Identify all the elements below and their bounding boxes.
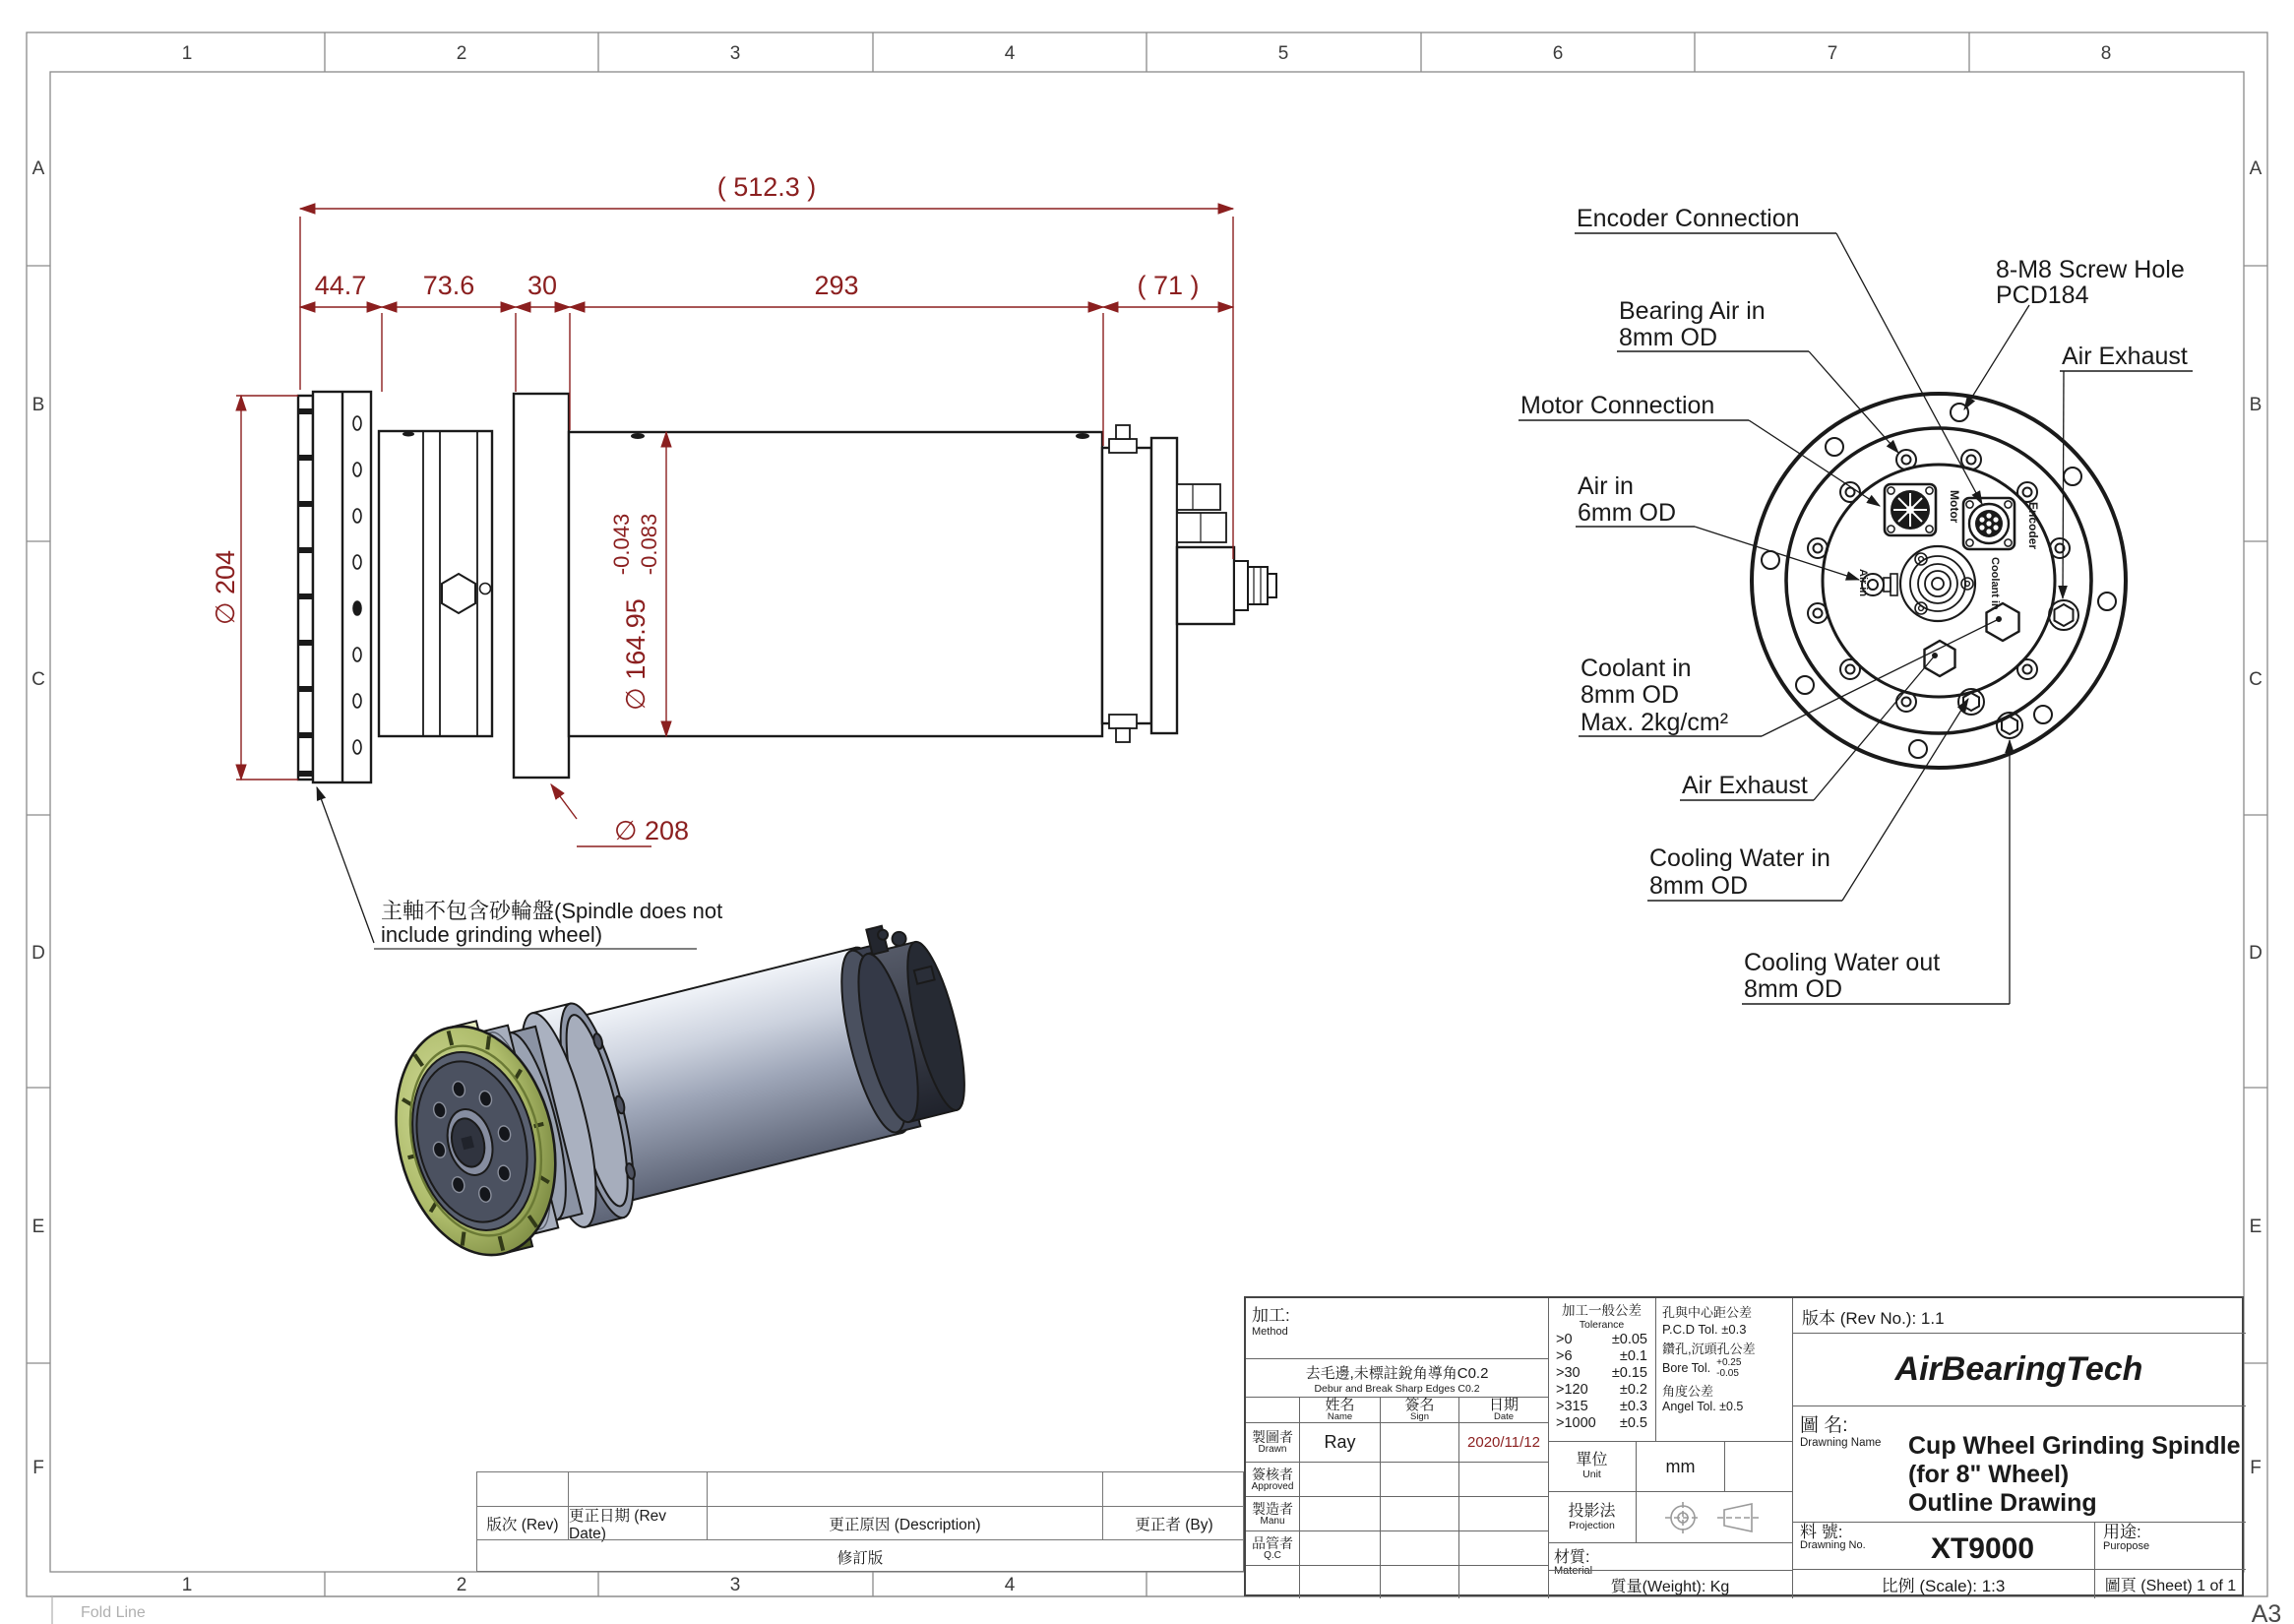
drawing-no-value: XT9000	[1930, 1531, 2035, 1565]
revision-header-by: 更正者 (By)	[1102, 1507, 1245, 1539]
zone-row: C	[31, 669, 45, 690]
revision-footer: 修訂版	[837, 1549, 884, 1567]
revision-footer-row	[477, 1539, 1243, 1573]
general-tolerance-cell	[1548, 1298, 1655, 1441]
label-encoder-connection: Encoder Connection	[1577, 205, 1800, 232]
approved-en: Approved	[1251, 1480, 1294, 1492]
zone-row: E	[31, 1217, 45, 1237]
unit-empty-cell	[1724, 1441, 1792, 1491]
end-view-labels	[1520, 205, 2188, 1003]
company-name: AirBearingTech	[1894, 1350, 2143, 1388]
unit-value: mm	[1665, 1456, 1696, 1476]
washer-bolt	[1840, 482, 1860, 502]
bore-upper: +0.25	[1716, 1357, 1742, 1368]
drawn-sign-cell	[1380, 1422, 1458, 1462]
sheet-value: 圖頁 (Sheet) 1 of 1	[2104, 1578, 2237, 1594]
debur-note-zh: 去毛邊,未標註銳角導角C0.2	[1305, 1364, 1489, 1382]
zone-col: 2	[456, 43, 467, 64]
dim-73-6: 73.6	[422, 271, 475, 300]
air-exhaust-port-right	[2049, 600, 2078, 630]
tol-val-1: ±0.05	[1611, 1332, 1647, 1347]
label-coolant-2: 8mm OD	[1581, 681, 1679, 709]
zone-row: D	[2249, 943, 2263, 964]
air-exhaust-port-bottom	[1925, 641, 1955, 676]
label-bearing-air-1: Bearing Air in	[1619, 297, 1766, 325]
company-cell	[1792, 1333, 2246, 1405]
weight-cell	[1548, 1570, 1792, 1598]
zone-row: C	[2249, 669, 2263, 690]
col-date-en: Date	[1493, 1410, 1515, 1422]
drawn-role-cell	[1246, 1422, 1299, 1462]
label-cooling-water-out-1: Cooling Water out	[1744, 949, 1941, 976]
signature-empty-row	[1246, 1565, 1548, 1598]
revision-header-desc: 更正原因 (Description)	[707, 1507, 1102, 1539]
drawing-name-zh: 圖 名:	[1800, 1415, 1848, 1436]
label-coolant-1: Coolant in	[1581, 655, 1692, 682]
label-air-in-1: Air in	[1578, 472, 1634, 500]
label-cooling-water-in-1: Cooling Water in	[1649, 844, 1830, 872]
manu-name-cell	[1299, 1496, 1380, 1530]
zone-row: F	[2250, 1458, 2262, 1478]
col-header-name	[1299, 1397, 1380, 1422]
approved-sign-cell	[1380, 1462, 1458, 1496]
zone-col: 6	[1552, 43, 1564, 64]
drawing-no-zh: 料 號:	[1800, 1523, 1843, 1541]
zone-col-bottom: 4	[1004, 1575, 1016, 1595]
pcd-value: P.C.D Tol. ±0.3	[1662, 1322, 1747, 1337]
zone-row: B	[2249, 395, 2263, 415]
tol-val-4: ±0.2	[1619, 1382, 1647, 1398]
note-line-2: include grinding wheel)	[381, 922, 603, 947]
projection-zh: 投影法	[1568, 1502, 1616, 1520]
drawn-zh: 製圖者	[1252, 1429, 1293, 1445]
label-cooling-water-in-2: 8mm OD	[1649, 872, 1748, 900]
projection-label-cell	[1548, 1491, 1636, 1542]
angle-value: Angel Tol. ±0.5	[1662, 1400, 1744, 1413]
cooling-water-in-port	[1958, 689, 1984, 715]
dim-overall: ( 512.3 )	[716, 172, 817, 202]
tol-title-en: Tolerance	[1579, 1319, 1625, 1331]
col-date-zh: 日期	[1488, 1396, 1519, 1413]
unit-label-cell	[1548, 1441, 1636, 1491]
tol-range-4: >120	[1556, 1382, 1588, 1398]
purpose-en: Puropose	[2103, 1540, 2150, 1552]
zone-row: A	[31, 158, 45, 179]
port-label-encoder: Encoder	[2026, 502, 2040, 550]
washer-bolt	[1840, 659, 1860, 679]
drawn-name: Ray	[1324, 1432, 1356, 1452]
weight-label: 質量(Weight): Kg	[1610, 1578, 1730, 1595]
tol-range-3: >30	[1556, 1365, 1581, 1381]
label-cooling-water-out-2: 8mm OD	[1744, 975, 1842, 1003]
drawn-date: 2020/11/12	[1467, 1434, 1540, 1451]
drawing-no-cell	[1792, 1522, 2094, 1569]
unit-zh: 單位	[1576, 1452, 1608, 1468]
dim-tol-upper: -0.043	[609, 513, 634, 576]
motor-connector	[1885, 484, 1936, 535]
zone-col-bottom: 1	[181, 1575, 193, 1595]
pcd-title: 孔與中心距公差	[1662, 1305, 1753, 1320]
label-air-in-2: 6mm OD	[1578, 499, 1676, 527]
material-cell	[1548, 1542, 1792, 1577]
bore-title: 鑽孔,沉頭孔公差	[1662, 1342, 1756, 1356]
dim-dia-208: ∅ 208	[614, 816, 690, 845]
end-view	[1519, 205, 2193, 1004]
port-label-air-in: Air in	[1857, 569, 1869, 597]
washer-bolt	[2017, 482, 2037, 502]
fold-line-label: Fold Line	[81, 1604, 146, 1621]
approved-name-cell	[1299, 1462, 1380, 1496]
zone-row: D	[31, 943, 45, 964]
qc-date-cell	[1458, 1530, 1548, 1565]
tol-range-2: >6	[1556, 1348, 1573, 1364]
angle-title: 角度公差	[1662, 1384, 1714, 1399]
col-name-zh: 姓名	[1325, 1396, 1355, 1413]
debur-note-en: Debur and Break Sharp Edges C0.2	[1314, 1382, 1480, 1395]
port-label-motor: Motor	[1948, 490, 1961, 524]
zone-col: 5	[1277, 43, 1289, 64]
note-line-1: 主軸不包含砂輪盤(Spindle does not	[381, 899, 723, 923]
dim-71: ( 71 )	[1137, 271, 1200, 300]
zone-col-bottom: 2	[456, 1575, 467, 1595]
drawn-date-cell	[1458, 1422, 1548, 1462]
label-screw-hole-1: 8-M8 Screw Hole	[1996, 256, 2185, 283]
tol-val-3: ±0.15	[1611, 1365, 1647, 1381]
rev-no: 版本 (Rev No.): 1.1	[1802, 1309, 1945, 1328]
manu-date-cell	[1458, 1496, 1548, 1530]
cooling-water-out-port	[1997, 713, 2022, 738]
zone-col: 7	[1827, 43, 1838, 64]
material-en: Material	[1554, 1565, 1593, 1577]
col-sign-zh: 簽名	[1404, 1396, 1435, 1413]
scale-value: 比例 (Scale): 1:3	[1881, 1577, 2006, 1595]
drawing-no-en: Drawning No.	[1800, 1539, 1866, 1551]
zone-col: 3	[729, 43, 741, 64]
dim-dia-204: ∅ 204	[211, 549, 240, 626]
tol-val-2: ±0.1	[1619, 1348, 1647, 1364]
zone-row: A	[2249, 158, 2263, 179]
approved-date-cell	[1458, 1462, 1548, 1496]
approved-role-cell	[1246, 1462, 1299, 1496]
side-view-note	[317, 787, 722, 949]
unit-value-cell	[1636, 1441, 1724, 1491]
port-label-coolant: Coolant in	[1989, 557, 2001, 610]
dim-tol-lower: -0.083	[637, 513, 661, 576]
approved-zh: 簽核者	[1252, 1466, 1293, 1482]
zone-col-bottom: 3	[729, 1575, 741, 1595]
dim-293: 293	[814, 271, 859, 300]
label-screw-hole-2: PCD184	[1996, 281, 2089, 309]
washer-bolt	[2017, 659, 2037, 679]
debur-note-cell	[1246, 1358, 1548, 1397]
manu-zh: 製造者	[1252, 1500, 1293, 1517]
paper-size-label: A3	[2251, 1600, 2282, 1624]
projection-symbol-cell	[1636, 1491, 1792, 1542]
label-coolant-3: Max. 2kg/cm²	[1581, 709, 1729, 736]
washer-bolt	[1961, 450, 1981, 469]
iso-view	[373, 908, 983, 1272]
dim-dia-164-95: ∅ 164.95	[621, 598, 651, 711]
bore-label: Bore Tol.	[1662, 1361, 1711, 1375]
end-view-leaders	[1695, 233, 2064, 1004]
method-cell	[1246, 1298, 1548, 1358]
label-air-exhaust-top: Air Exhaust	[2062, 343, 2188, 370]
unit-en: Unit	[1582, 1468, 1601, 1480]
dim-30: 30	[527, 271, 558, 300]
drawing-name-line-2: (for 8" Wheel)	[1908, 1461, 2070, 1488]
scale-cell	[1792, 1569, 2094, 1598]
purpose-zh: 用途:	[2103, 1523, 2141, 1541]
drawing-name-line-3: Outline Drawing	[1908, 1489, 2097, 1517]
zone-row: B	[31, 395, 45, 415]
method-label-zh: 加工:	[1252, 1306, 1290, 1325]
title-block	[1244, 1296, 2244, 1596]
tol-range-5: >315	[1556, 1399, 1588, 1414]
hole-tolerance-cell	[1655, 1298, 1792, 1441]
qc-name-cell	[1299, 1530, 1380, 1565]
projection-en: Projection	[1569, 1519, 1615, 1531]
qc-en: Q.C	[1264, 1549, 1281, 1561]
manu-role-cell	[1246, 1496, 1299, 1530]
drawing-name-cell	[1792, 1405, 2246, 1522]
drawn-name-cell	[1299, 1422, 1380, 1462]
zone-row: E	[2249, 1217, 2263, 1237]
zone-col: 1	[181, 43, 193, 64]
label-air-exhaust-bottom: Air Exhaust	[1682, 772, 1808, 799]
qc-role-cell	[1246, 1530, 1299, 1565]
purpose-cell	[2094, 1522, 2246, 1569]
encoder-connector	[1963, 498, 2015, 549]
method-label-en: Method	[1252, 1326, 1288, 1338]
revision-header-date: 更正日期 (Rev Date)	[568, 1507, 707, 1539]
drawn-en: Drawn	[1258, 1444, 1287, 1455]
manu-sign-cell	[1380, 1496, 1458, 1530]
projection-symbol-icon	[1655, 1498, 1773, 1537]
washer-bolt	[1808, 538, 1828, 558]
manu-en: Manu	[1260, 1515, 1285, 1527]
qc-sign-cell	[1380, 1530, 1458, 1565]
zone-col: 8	[2100, 43, 2112, 64]
col-name-en: Name	[1327, 1410, 1353, 1422]
col-header-date	[1458, 1397, 1548, 1422]
tol-val-6: ±0.5	[1619, 1415, 1647, 1431]
zone-row: F	[32, 1458, 44, 1478]
spindle-nose	[1900, 546, 1975, 621]
drawing-name-en: Drawning Name	[1800, 1437, 1882, 1449]
sheet-cell	[2094, 1569, 2246, 1598]
rev-no-cell	[1792, 1298, 2246, 1333]
label-motor-connection: Motor Connection	[1520, 392, 1715, 419]
zone-col: 4	[1004, 43, 1016, 64]
qc-zh: 品管者	[1252, 1534, 1293, 1551]
revision-table	[476, 1471, 1244, 1572]
tol-range-6: >1000	[1556, 1415, 1596, 1431]
washer-bolt	[2050, 538, 2070, 558]
col-sign-en: Sign	[1409, 1410, 1429, 1422]
revision-header-rev: 版次 (Rev)	[486, 1516, 559, 1533]
dim-44-7: 44.7	[314, 271, 367, 300]
bore-lower: -0.05	[1716, 1368, 1739, 1379]
col-header-sign	[1380, 1397, 1458, 1422]
material-zh: 材質:	[1554, 1549, 1590, 1566]
tol-title-zh: 加工一般公差	[1562, 1303, 1642, 1318]
washer-bolt	[1896, 692, 1916, 712]
label-bearing-air-2: 8mm OD	[1619, 324, 1717, 351]
side-view	[211, 172, 1276, 949]
revision-empty-row	[477, 1472, 1243, 1506]
revision-header-row	[477, 1506, 1243, 1542]
tol-range-1: >0	[1556, 1332, 1573, 1347]
washer-bolt	[1808, 603, 1828, 623]
washer-bolt	[1896, 450, 1916, 469]
drawing-name-line-1: Cup Wheel Grinding Spindle	[1908, 1432, 2241, 1460]
tol-val-5: ±0.3	[1619, 1399, 1647, 1414]
